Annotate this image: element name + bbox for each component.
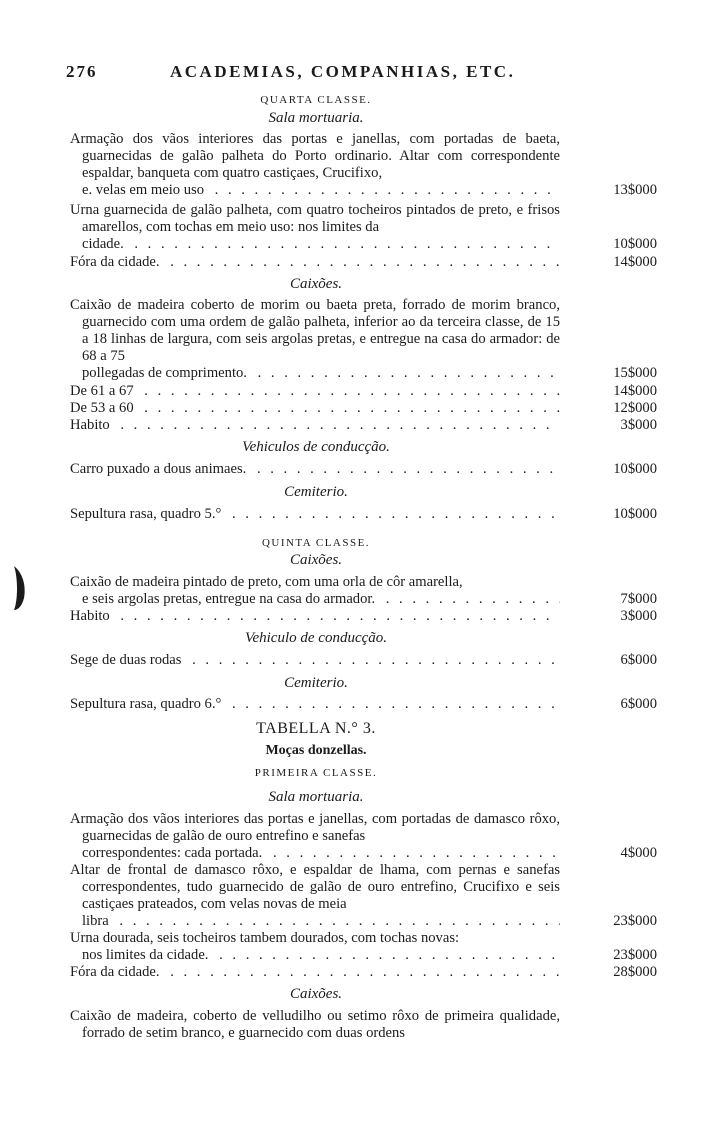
- subheading-cemiterio-quinta: Cemiterio.: [284, 675, 348, 691]
- tabella-title: Moças donzellas.: [265, 743, 367, 758]
- entry-caixao-3: Caixão de madeira, coberto de velludilho ou setimo rôxo de primeira qualidade, forrado de setim branco, e guarnecido com duas ordens: [70, 1008, 560, 1041]
- subheading-caixoes-3: Caixões.: [289, 986, 343, 1002]
- entry-caixao: Caixão de madeira coberto de morim ou baeta preta, forrado de morim branco, guarnecido com uma ordem de galão palheta, inferior ao da terceira classe, de 15 a 18 linhas de largura, com seis argolas pretas, e entregue na casa do armador: de 68 a 75: [70, 297, 560, 364]
- entry-sege: Sege de duas rodas . . .: [70, 652, 560, 669]
- price-sepultura: 10$000: [613, 506, 657, 522]
- entry-habito-quinta: Habito . . .: [70, 608, 560, 625]
- price-fora-3: 28$000: [613, 964, 657, 980]
- subheading-vehiculo-quinta: Vehiculo de conducção.: [244, 630, 388, 646]
- price-habito-quinta: 3$000: [620, 608, 657, 624]
- entry-caixao-leader: pollegadas de comprimento. . . .: [82, 365, 560, 382]
- price-de61: 14$000: [613, 383, 657, 399]
- price-caixao: 15$000: [613, 365, 657, 381]
- subheading-caixoes: Caixões.: [289, 276, 343, 292]
- entry-urna-leader: cidade. . . .: [82, 236, 560, 253]
- price-armacao: 13$000: [613, 182, 657, 198]
- class-heading-quarta: QUARTA CLASSE.: [260, 94, 372, 106]
- entry-urna-3-leader: nos limites da cidade. . . .: [82, 947, 560, 964]
- entry-armacao: Armação dos vãos interiores das portas e janellas, com portadas de baeta, guarnecidas de galão palheta do Porto ordinario. Altar com correspondente espaldar, banqueta com quatro castiçaes, Crucifixo,: [70, 131, 560, 181]
- entry-habito: Habito . . .: [70, 417, 560, 434]
- subheading-cemiterio: Cemiterio.: [284, 484, 348, 500]
- entry-sepultura-quinta: Sepultura rasa, quadro 6.° . . .: [70, 696, 560, 713]
- subheading-sala-mortuaria-2: Sala mortuaria.: [268, 789, 364, 805]
- price-armacao-3: 4$000: [620, 845, 657, 861]
- price-fora: 14$000: [613, 254, 657, 270]
- price-sege: 6$000: [620, 652, 657, 668]
- tabella-heading: TABELLA N.° 3.: [256, 720, 376, 737]
- running-header: [66, 62, 528, 84]
- entry-caixao-quinta: Caixão de madeira pintado de preto, com uma orla de côr amarella,: [70, 574, 463, 590]
- entry-de61: De 61 a 67 . . .: [70, 383, 560, 400]
- entry-altar-leader: libra . . .: [82, 913, 560, 930]
- subheading-vehiculos: Vehiculos de conducção.: [242, 439, 390, 455]
- binding-hole-mark: [10, 564, 30, 612]
- entry-armacao-leader: e. velas em meio uso . . .: [82, 182, 560, 199]
- price-urna-3: 23$000: [613, 947, 657, 963]
- entry-caixao-quinta-leader: e seis argolas pretas, entregue na casa do armador. . . .: [82, 591, 560, 608]
- page-number: 276: [66, 62, 98, 81]
- subheading-caixoes-quinta: Caixões.: [289, 552, 343, 568]
- header-title: ACADEMIAS, COMPANHIAS, ETC.: [170, 62, 516, 81]
- entry-fora: Fóra da cidade. . . .: [70, 254, 560, 271]
- price-altar: 23$000: [613, 913, 657, 929]
- entry-altar: Altar de frontal de damasco rôxo, e espaldar de lhama, com pernas e sanefas correspondentes, tudo guarnecido de galão de ouro entrefino, Crucifixo e seis castiçaes prateados, com velas novas de meia: [70, 862, 560, 912]
- subheading-sala-mortuaria: Sala mortuaria.: [268, 110, 364, 126]
- price-habito: 3$000: [620, 417, 657, 433]
- entry-carro: Carro puxado a dous animaes. . . .: [70, 461, 560, 478]
- price-sepultura-quinta: 6$000: [620, 696, 657, 712]
- price-urna: 10$000: [613, 236, 657, 252]
- entry-de53: De 53 a 60 . . .: [70, 400, 560, 417]
- entry-sepultura: Sepultura rasa, quadro 5.° . . .: [70, 506, 560, 523]
- entry-armacao-3: Armação dos vãos interiores das portas e janellas, com portadas de damasco rôxo, guarnecidas de galão de ouro entrefino e sanefas: [70, 811, 560, 844]
- price-carro: 10$000: [613, 461, 657, 477]
- class-heading-primeira: PRIMEIRA CLASSE.: [254, 767, 378, 779]
- price-de53: 12$000: [613, 400, 657, 416]
- class-heading-quinta: QUINTA CLASSE.: [261, 537, 371, 549]
- entry-urna-3: Urna dourada, seis tocheiros tambem dourados, com tochas novas:: [70, 930, 460, 946]
- price-caixao-quinta: 7$000: [620, 591, 657, 607]
- entry-urna: Urna guarnecida de galão palheta, com quatro tocheiros pintados de preto, e frisos amarellos, com tochas em meio uso: nos limites da: [70, 202, 560, 235]
- entry-fora-3: Fóra da cidade. . . .: [70, 964, 560, 981]
- entry-armacao-3-leader: correspondentes: cada portada. . . .: [82, 845, 560, 862]
